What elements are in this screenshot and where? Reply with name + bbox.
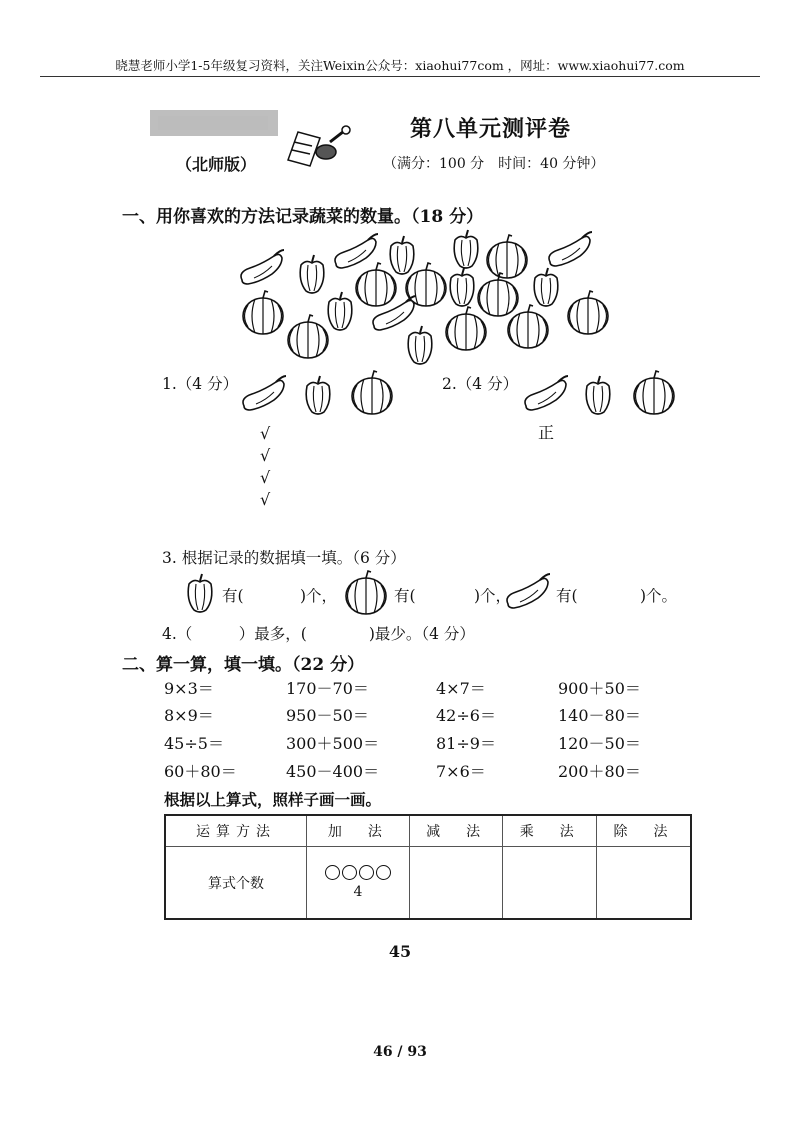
table-cell-subtract[interactable] — [409, 847, 503, 920]
example-count: 4 — [353, 884, 363, 900]
table-header-method: 运算方法 — [165, 815, 307, 847]
q1-label: 1.（4 分） — [162, 375, 239, 393]
calc-item: 450－400＝ — [286, 762, 380, 781]
q2-label: 2.（4 分） — [442, 375, 519, 393]
table-cell-divide[interactable] — [597, 847, 691, 920]
table-cell-multiply[interactable] — [503, 847, 597, 920]
edition-label: （北师版） — [176, 155, 257, 174]
q3-unit-pumpkin: )个， — [474, 587, 512, 605]
q1-tick: √ — [260, 490, 271, 509]
example-circles — [307, 865, 409, 880]
q1-tick: √ — [260, 446, 271, 465]
page-counter: 46 / 93 — [373, 1044, 427, 1060]
calc-item: 8×9＝ — [164, 706, 214, 725]
calc-item: 900＋50＝ — [558, 679, 641, 698]
q3-unit-eggplant: )个。 — [640, 587, 678, 605]
table-header-subtract: 减 法 — [409, 815, 503, 847]
score-time-info: （满分：100 分 时间：40 分钟） — [383, 156, 605, 172]
table-header-add: 加 法 — [307, 815, 410, 847]
section2-title: 二、算一算，填一填。（22 分） — [122, 655, 365, 675]
q1-tick: √ — [260, 468, 271, 487]
q4-text: 4.（ ）最多，( )最少。（4 分） — [162, 625, 475, 643]
section2-instruction: 根据以上算式，照样子画一画。 — [164, 790, 382, 809]
q3-has-pepper: 有( — [222, 587, 244, 605]
calc-item: 950－50＝ — [286, 706, 369, 725]
q3-label: 3. 根据记录的数据填一填。（6 分） — [162, 549, 406, 567]
calc-item: 7×6＝ — [436, 762, 486, 781]
q3-unit-pepper: )个， — [300, 587, 338, 605]
page-title: 第八单元测评卷 — [410, 116, 572, 142]
calc-item: 4×7＝ — [436, 679, 486, 698]
calc-item: 300＋500＝ — [286, 734, 380, 753]
section1-title: 一、用你喜欢的方法记录蔬菜的数量。（18 分） — [122, 207, 484, 227]
calc-item: 200＋80＝ — [558, 762, 641, 781]
page-number: 45 — [388, 942, 412, 961]
calc-item: 140－80＝ — [558, 706, 641, 725]
calc-item: 45÷5＝ — [164, 734, 224, 753]
calc-item: 81÷9＝ — [436, 734, 496, 753]
table-header-multiply: 乘 法 — [503, 815, 597, 847]
calc-item: 120－50＝ — [558, 734, 641, 753]
site-header: 晓慧老师小学1-5年级复习资料，关注Weixin公众号：xiaohui77com ，网址：www.xiaohui77.com — [115, 58, 685, 73]
table-cell-add — [307, 847, 410, 920]
q1-tick: √ — [260, 424, 271, 443]
table-row-label: 算式个数 — [165, 847, 307, 920]
operation-count-table — [164, 814, 692, 920]
q3-has-eggplant: 有( — [556, 587, 578, 605]
calc-item: 42÷6＝ — [436, 706, 496, 725]
calc-item: 60＋80＝ — [164, 762, 237, 781]
q2-tally-mark: 正 — [538, 423, 555, 442]
q3-has-pumpkin: 有( — [394, 587, 416, 605]
calc-item: 9×3＝ — [164, 679, 214, 698]
calc-item: 170－70＝ — [286, 679, 369, 698]
table-header-divide: 除 法 — [597, 815, 691, 847]
